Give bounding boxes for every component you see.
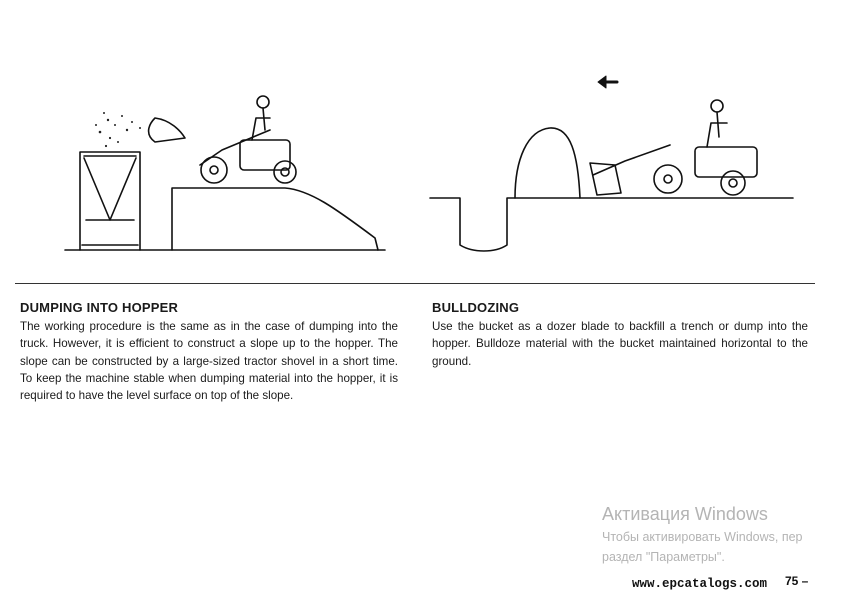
soil-mound	[515, 128, 580, 198]
bulldozing-illustration	[425, 65, 805, 260]
dumping-into-hopper-illustration	[60, 80, 390, 260]
ground-with-trench	[430, 198, 793, 251]
dumping-heading: DUMPING INTO HOPPER	[20, 300, 179, 315]
hopper	[80, 152, 140, 250]
page-number: 75 –	[785, 574, 809, 588]
section-divider	[15, 283, 815, 284]
slope-mound	[172, 188, 378, 250]
bulldozing-heading: BULLDOZING	[432, 300, 520, 315]
loader-vehicle-right	[590, 100, 757, 195]
falling-material	[95, 112, 141, 147]
windows-activation-title: Активация Windows	[602, 504, 768, 524]
windows-activation-line-1: Чтобы активировать Windows, пер	[602, 530, 803, 544]
footer	[632, 574, 767, 592]
bulldozing-paragraph: Use the bucket as a dozer blade to backfill a trench or dump into the hopper. Bulldoze material with the bucket maintained horizontal to the ground.	[432, 320, 808, 368]
dumping-paragraph: The working procedure is the same as in the case of dumping into the truck. However, it is efficient to construct a slope up to the hopper. The slope can be constructed by a large-sized tractor shovel in a short time. To keep the machine stable when dumping material into the hopper, it is required to have the level surface on top of the slope.	[20, 320, 398, 403]
windows-activation-line-2: раздел "Параметры".	[602, 550, 725, 564]
direction-arrow-icon	[598, 76, 617, 88]
loader-vehicle	[149, 96, 296, 183]
footer-url-link[interactable]: www.epcatalogs.com	[632, 577, 768, 591]
